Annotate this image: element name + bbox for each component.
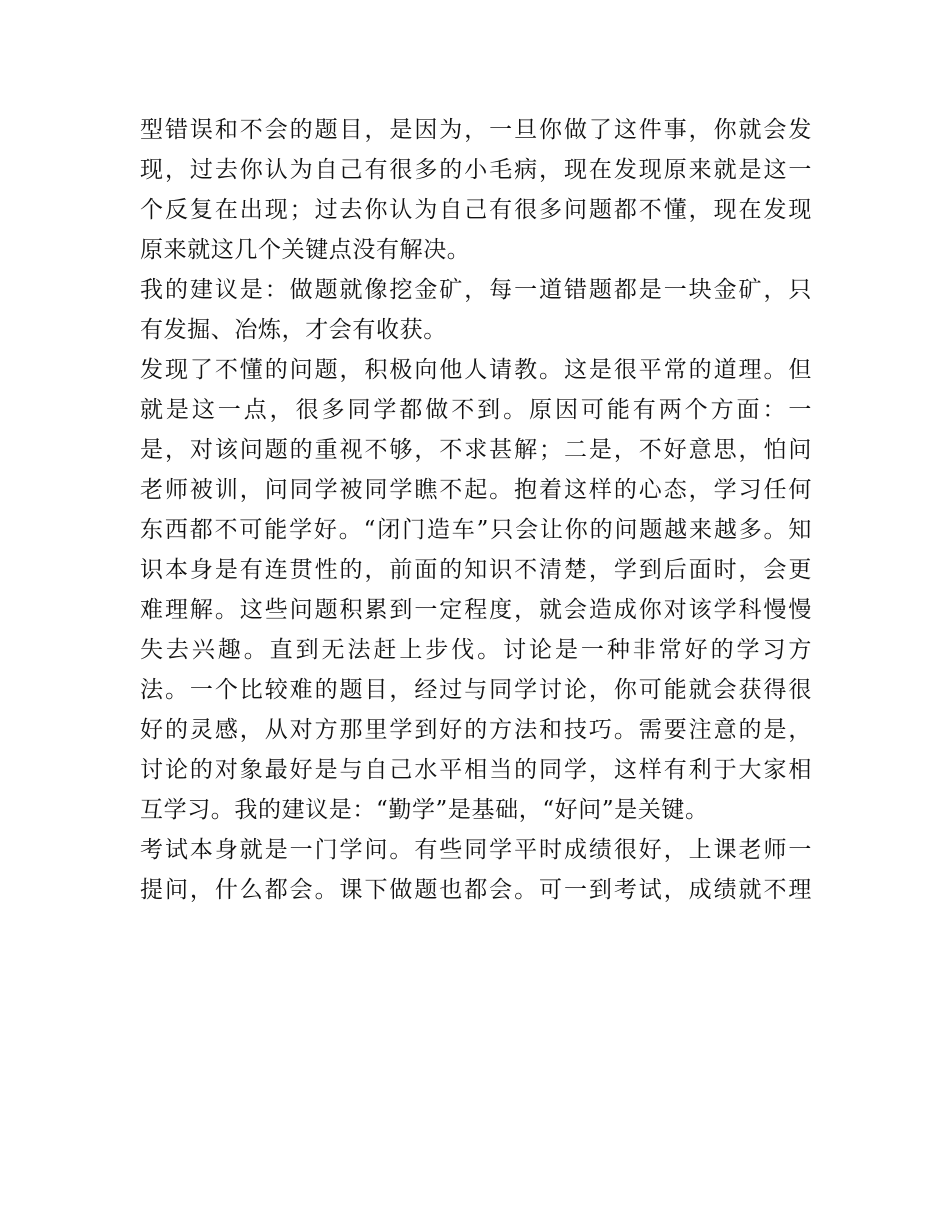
text-line: 识本身是有连贯性的，前面的知识不清楚，学到后面时，会更	[140, 557, 812, 583]
paragraph	[140, 110, 812, 270]
text-line: 发现了不懂的问题，积极向他人请教。这是很平常的道理。但	[140, 357, 812, 383]
text-line: 就是这一点，很多同学都做不到。原因可能有两个方面：一	[140, 397, 812, 423]
text-line: 是，对该问题的重视不够，不求甚解；二是，不好意思，怕问	[140, 437, 812, 463]
text-line: 提问，什么都会。课下做题也都会。可一到考试，成绩就不理	[140, 877, 812, 903]
text-line: 现，过去你认为自己有很多的小毛病，现在发现原来就是这一	[140, 157, 812, 183]
text-line: 型错误和不会的题目，是因为，一旦你做了这件事，你就会发	[140, 117, 812, 143]
paragraph	[140, 270, 812, 350]
text-line: 东西都不可能学好。“闭门造车”只会让你的问题越来越多。知	[140, 517, 812, 543]
text-line: 难理解。这些问题积累到一定程度，就会造成你对该学科慢慢	[140, 597, 812, 623]
text-line: 有发掘、冶炼，才会有收获。	[140, 317, 447, 343]
text-line: 老师被训，问同学被同学瞧不起。抱着这样的心态，学习任何	[140, 477, 812, 503]
text-line: 原来就这几个关键点没有解决。	[140, 237, 471, 263]
text-line: 好的灵感，从对方那里学到好的方法和技巧。需要注意的是，	[140, 717, 812, 743]
text-line: 讨论的对象最好是与自己水平相当的同学，这样有利于大家相	[140, 757, 812, 783]
text-line: 失去兴趣。直到无法赶上步伐。讨论是一种非常好的学习方	[140, 637, 812, 663]
text-line: 我的建议是：做题就像挖金矿，每一道错题都是一块金矿，只	[140, 277, 812, 303]
paragraph	[140, 830, 812, 910]
text-line: 互学习。我的建议是：“勤学”是基础，“好问”是关键。	[140, 797, 709, 823]
text-line: 个反复在出现；过去你认为自己有很多问题都不懂，现在发现	[140, 197, 812, 223]
document-page	[140, 110, 812, 910]
text-line: 法。一个比较难的题目，经过与同学讨论，你可能就会获得很	[140, 677, 812, 703]
paragraph	[140, 350, 812, 830]
text-line: 考试本身就是一门学问。有些同学平时成绩很好，上课老师一	[140, 837, 812, 863]
